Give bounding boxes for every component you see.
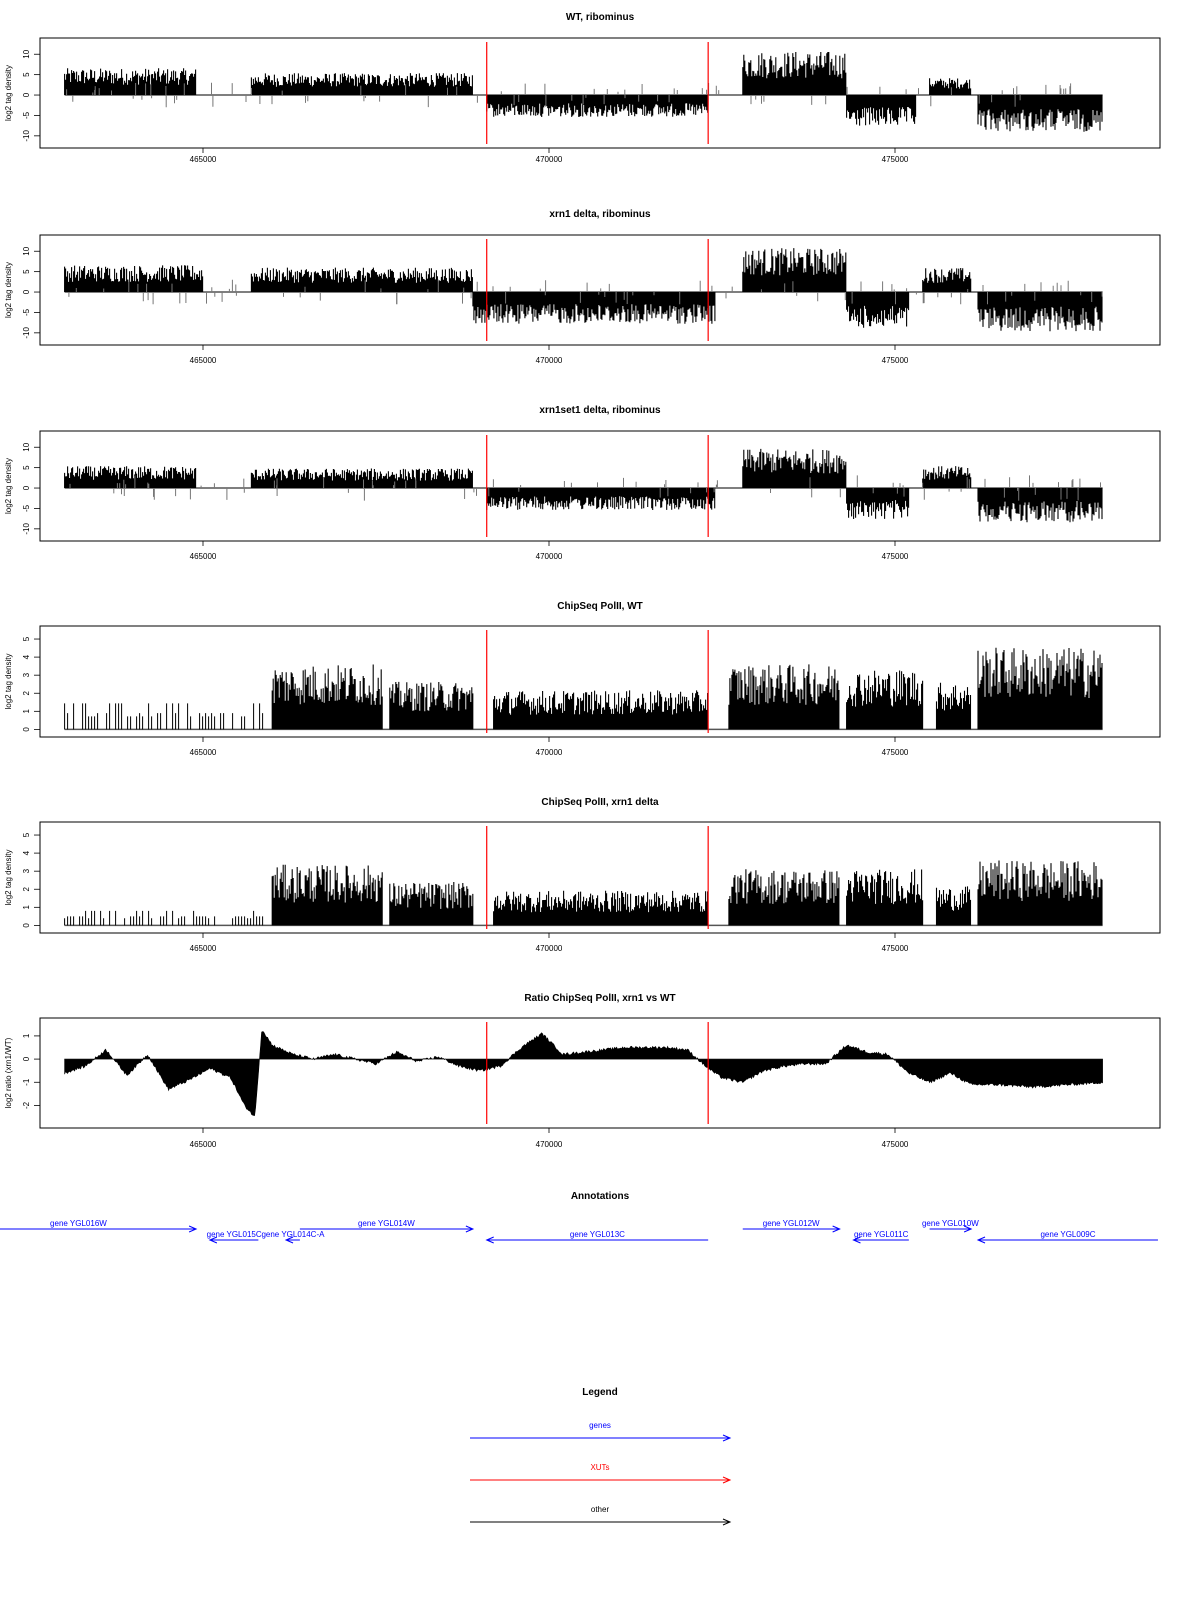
y-tick-label: 5 <box>22 72 31 77</box>
series-plus-segment <box>729 869 839 925</box>
panel-title: WT, ribominus <box>565 12 635 23</box>
series-plus-segment <box>923 268 971 292</box>
x-tick-label: 470000 <box>535 1140 563 1149</box>
y-tick-label: 0 <box>22 92 31 98</box>
panel-title: xrn1set1 delta, ribominus <box>539 405 661 416</box>
y-tick-label: 2 <box>22 887 31 892</box>
panel-title: Ratio ChipSeq PolII, xrn1 vs WT <box>524 993 676 1004</box>
series-plus-segment <box>251 469 472 489</box>
y-tick-label: -10 <box>22 130 31 142</box>
y-tick-label: -2 <box>22 1101 31 1110</box>
series-plus-segment <box>65 911 263 926</box>
x-tick-label: 475000 <box>881 1140 909 1149</box>
x-tick-label: 475000 <box>881 356 909 365</box>
x-tick-label: 465000 <box>189 1140 217 1149</box>
ratio-area <box>65 1032 1103 1116</box>
series-plus-segment <box>937 886 971 925</box>
y-tick-label: 5 <box>22 832 31 838</box>
y-tick-label: 0 <box>22 1056 31 1062</box>
y-tick-label: 1 <box>22 905 31 910</box>
series-plus-segment <box>847 869 923 925</box>
y-tick-label: 10 <box>22 49 31 59</box>
y-tick-label: -5 <box>22 504 31 513</box>
series-plus-segment <box>847 671 923 730</box>
x-tick-label: 470000 <box>535 944 563 953</box>
x-tick-label: 475000 <box>881 944 909 953</box>
gene-label: gene YGL011C <box>853 1230 909 1239</box>
x-tick-label: 475000 <box>881 552 909 561</box>
panel-3 <box>4 405 1160 561</box>
y-tick-label: -10 <box>22 327 31 339</box>
x-tick-label: 465000 <box>189 944 217 953</box>
legend-label: other <box>590 1505 610 1514</box>
series-plus-segment <box>494 891 708 926</box>
y-axis-label: log2 ratio (xrn1/WT) <box>4 1037 13 1109</box>
legend-label: genes <box>589 1421 611 1430</box>
series-plus-segment <box>937 683 971 730</box>
series-minus-segment <box>847 488 909 519</box>
series-plus-segment <box>743 248 846 292</box>
plot-frame <box>40 38 1160 148</box>
gene-label: gene YGL015C <box>206 1230 262 1239</box>
y-axis-label: log2 tag density <box>4 653 13 710</box>
annotations-title: Annotations <box>570 1191 630 1202</box>
series-plus-segment <box>729 664 839 729</box>
y-tick-label: -5 <box>22 308 31 317</box>
y-tick-label: -1 <box>22 1078 31 1086</box>
gene-label: gene YGL014W <box>357 1219 415 1228</box>
y-tick-label: 5 <box>22 465 31 470</box>
y-tick-label: 10 <box>22 442 31 452</box>
series-plus-segment <box>494 690 708 729</box>
y-tick-label: 4 <box>22 654 31 660</box>
legend-title: Legend <box>582 1387 618 1398</box>
panel-6 <box>4 993 1160 1149</box>
panel-1 <box>4 12 1160 164</box>
y-tick-label: 1 <box>22 1033 31 1039</box>
plot-frame <box>40 431 1160 541</box>
panel-5 <box>4 797 1160 953</box>
series-plus-segment <box>978 648 1102 730</box>
series-plus-segment <box>743 52 846 95</box>
y-tick-label: 5 <box>22 636 31 642</box>
x-tick-label: 465000 <box>189 356 217 365</box>
series-plus-segment <box>930 78 971 95</box>
y-tick-label: 3 <box>22 868 31 874</box>
y-axis-label: log2 tag density <box>4 457 13 515</box>
annotations-panel <box>0 1191 1158 1243</box>
series-plus-segment <box>65 703 263 729</box>
series-plus-segment <box>65 68 196 95</box>
panel-title: xrn1 delta, ribominus <box>549 209 651 220</box>
y-tick-label: 3 <box>22 672 31 678</box>
y-axis-label: log2 tag density <box>4 261 13 319</box>
legend-label: XUTs <box>590 1463 610 1472</box>
y-tick-label: 5 <box>22 269 31 274</box>
panel-4 <box>4 601 1160 757</box>
series-plus-segment <box>743 449 846 488</box>
series-plus-segment <box>978 861 1102 926</box>
series-minus-segment <box>847 292 909 328</box>
series-minus-segment <box>487 95 708 117</box>
y-tick-label: 0 <box>22 923 31 928</box>
x-tick-label: 465000 <box>189 155 217 164</box>
panel-title: ChipSeq PolII, WT <box>557 601 643 612</box>
series-plus-segment <box>390 682 473 730</box>
y-tick-label: 0 <box>22 289 31 295</box>
y-tick-label: 0 <box>22 727 31 732</box>
x-tick-label: 470000 <box>535 155 563 164</box>
x-tick-label: 475000 <box>881 155 909 164</box>
y-tick-label: 10 <box>22 246 31 256</box>
gene-label: gene YGL014C-A <box>261 1230 325 1239</box>
x-tick-label: 475000 <box>881 748 909 757</box>
legend-panel <box>470 1387 730 1525</box>
series-plus-segment <box>251 73 472 95</box>
x-tick-label: 470000 <box>535 748 563 757</box>
series-plus-segment <box>65 466 196 488</box>
y-tick-label: -5 <box>22 111 31 120</box>
series-plus-segment <box>65 265 203 292</box>
plot-frame <box>40 235 1160 345</box>
gene-label: gene YGL010W <box>921 1219 979 1228</box>
gene-label: gene YGL013C <box>569 1230 625 1239</box>
y-tick-label: 2 <box>22 691 31 696</box>
y-tick-label: -10 <box>22 523 31 535</box>
series-plus-segment <box>390 882 473 925</box>
y-axis-label: log2 tag density <box>4 849 13 906</box>
series-plus-segment <box>251 268 472 292</box>
y-tick-label: 1 <box>22 709 31 714</box>
x-tick-label: 470000 <box>535 356 563 365</box>
series-minus-segment <box>847 95 916 126</box>
x-tick-label: 470000 <box>535 552 563 561</box>
y-tick-label: 0 <box>22 485 31 491</box>
y-axis-label: log2 tag density <box>4 64 13 122</box>
gene-label: gene YGL016W <box>50 1219 107 1228</box>
gene-label: gene YGL009C <box>1040 1230 1096 1239</box>
y-tick-label: 4 <box>22 850 31 856</box>
series-minus-segment <box>978 292 1102 331</box>
x-tick-label: 465000 <box>189 748 217 757</box>
series-minus-segment <box>487 488 715 510</box>
x-tick-label: 465000 <box>189 552 217 561</box>
series-plus-segment <box>272 665 382 730</box>
gene-label: gene YGL012W <box>762 1219 820 1228</box>
series-minus-segment <box>978 95 1102 132</box>
series-plus-segment <box>923 466 971 488</box>
series-minus-segment <box>978 488 1102 522</box>
series-plus-segment <box>272 865 382 926</box>
series-minus-segment <box>473 292 715 324</box>
panel-title: ChipSeq PolII, xrn1 delta <box>541 797 659 808</box>
panel-2 <box>4 209 1160 365</box>
